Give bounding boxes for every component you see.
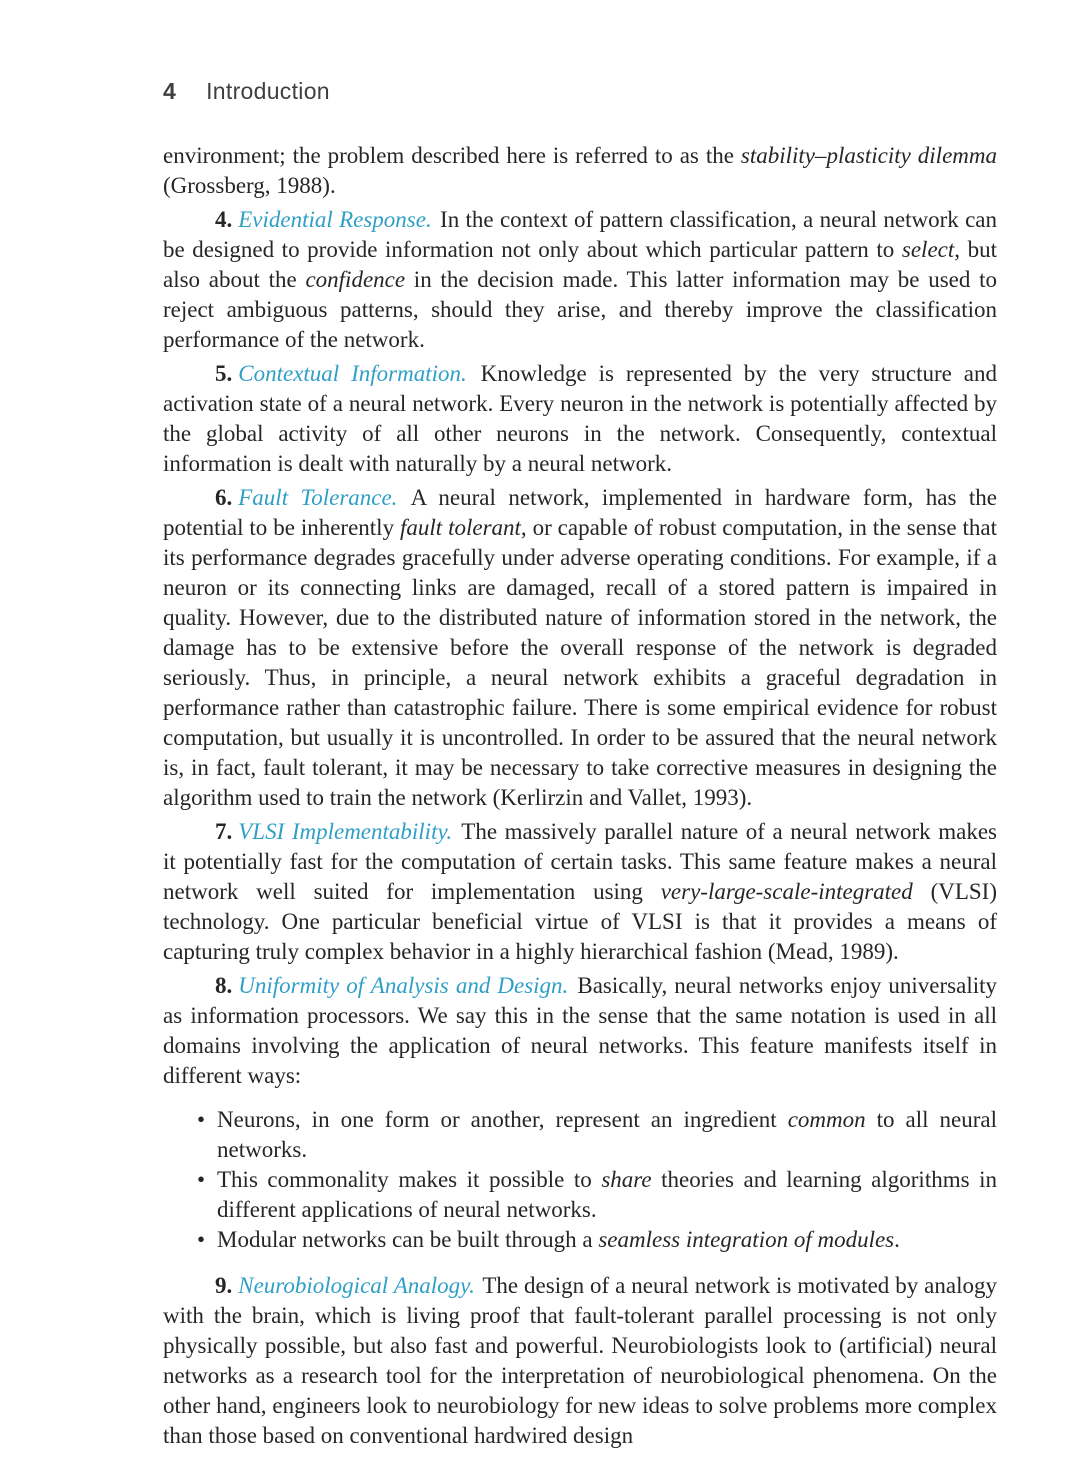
item-title: Neurobiological Analogy. [238, 1273, 475, 1298]
italic-text-run: share [601, 1167, 652, 1192]
item-number: 7. [215, 819, 233, 844]
text-run: (Grossberg, 1988). [163, 173, 336, 198]
item-number: 6. [215, 485, 233, 510]
bullet-icon: • [197, 1227, 206, 1252]
paragraph [163, 141, 997, 201]
text-run: Basically, neural networks enjoy universality as information processors. We say this in the sense that the same notation is used in all domains involving the application of neural networks. This feature manifests itself in different ways: [163, 973, 997, 1088]
text-run: theories and learning algorithms in different applications of neural networks. [217, 1167, 997, 1222]
numbered-paragraph [163, 205, 997, 355]
text-run: , but also about the [163, 237, 997, 292]
item-title: Uniformity of Analysis and Design. [238, 973, 569, 998]
text-run: The massively parallel nature of a neural network makes it potentially fast for the computation of certain tasks. This same feature makes a neural network well suited for implementation using [163, 819, 998, 904]
italic-text-run: stability–plasticity dilemma [740, 143, 997, 168]
text-run: (VLSI) technology. One particular beneficial virtue of VLSI is that it provides a means of capturing truly complex behavior in a highly hierarchical fashion (Mead, 1989). [163, 879, 997, 964]
text-run: Modular networks can be built through a [217, 1227, 599, 1252]
text-run: A neural network, implemented in hardware form, has the potential to be inherently [163, 485, 997, 540]
numbered-paragraph [163, 971, 997, 1091]
text-run: Knowledge is represented by the very structure and activation state of a neural network. Every neuron in the network is potentially affected by the global activity of all other neurons in the network. Consequently, contextual information is dealt with naturally by a neural network. [163, 361, 997, 476]
bullet-item [197, 1225, 997, 1255]
bullet-item [197, 1165, 997, 1225]
italic-text-run: fault tolerant [400, 515, 521, 540]
text-run: This commonality makes it possible to [217, 1167, 602, 1192]
bullet-text [217, 1227, 900, 1252]
text-run: , or capable of robust computation, in the sense that its performance degrades gracefully under adverse operating conditions. For example, if a neuron or its connecting links are damaged, recall of a stored pattern is impaired in quality. However, due to the distributed nature of information stored in the network, the damage has to be extensive before the overall response of the network is degraded seriously. Thus, in principle, a neural network exhibits a graceful degradation in performance rather than catastrophic failure. There is some empirical evidence for robust computation, but usually it is uncontrolled. In order to be assured that the neural network is, in fact, fault tolerant, it may be necessary to take corrective measures in designing the algorithm used to train the network (Kerlirzin and Vallet, 1993). [163, 515, 997, 810]
item-title: Contextual Information. [238, 361, 467, 386]
numbered-paragraph [163, 359, 997, 479]
text-run: in the decision made. This latter information may be used to reject ambiguous patterns, should they arise, and thereby improve the classification performance of the network. [163, 267, 998, 352]
text-run: Neurons, in one form or another, represent an ingredient [217, 1107, 788, 1132]
italic-text-run: seamless integration of modules [598, 1227, 895, 1252]
bullet-icon: • [197, 1167, 206, 1192]
text-run: The design of a neural network is motivated by analogy with the brain, which is living proof that fault-tolerant parallel processing is not only physically possible, but also fast and powerful. Neurobiologists look to (artificial) neural networks as a research tool for the interpretation of neurobiological phenomena. On the other hand, engineers look to neurobiology for new ideas to solve problems more complex than those based on conventional hardwired design [163, 1273, 997, 1448]
numbered-paragraph [163, 817, 997, 967]
item-number: 5. [215, 361, 233, 386]
text-run: . [894, 1227, 900, 1252]
italic-text-run: common [787, 1107, 866, 1132]
page-number: 4 [163, 78, 177, 104]
bullet-text [217, 1107, 997, 1162]
text-run: to all neural networks. [217, 1107, 997, 1162]
item-title: Fault Tolerance. [238, 485, 398, 510]
item-number: 8. [215, 973, 233, 998]
italic-text-run: very-large-scale-integrated [660, 879, 913, 904]
text-run: In the context of pattern classification, a neural network can be designed to provide information not only about which particular pattern to [163, 207, 997, 262]
running-head-title: Introduction [206, 78, 330, 104]
text-run: environment; the problem described here is referred to as the [163, 143, 741, 168]
item-title: Evidential Response. [238, 207, 432, 232]
bullet-list [163, 1105, 997, 1255]
numbered-paragraph [163, 483, 997, 813]
bullet-text [217, 1167, 997, 1222]
bullet-icon: • [197, 1107, 206, 1132]
numbered-paragraph [163, 1271, 997, 1451]
italic-text-run: confidence [305, 267, 406, 292]
italic-text-run: select [901, 237, 955, 262]
running-head [163, 78, 997, 105]
item-number: 4. [215, 207, 233, 232]
item-title: VLSI Implementability. [238, 819, 453, 844]
bullet-item [197, 1105, 997, 1165]
page-body [163, 141, 997, 1451]
item-number: 9. [215, 1273, 233, 1298]
